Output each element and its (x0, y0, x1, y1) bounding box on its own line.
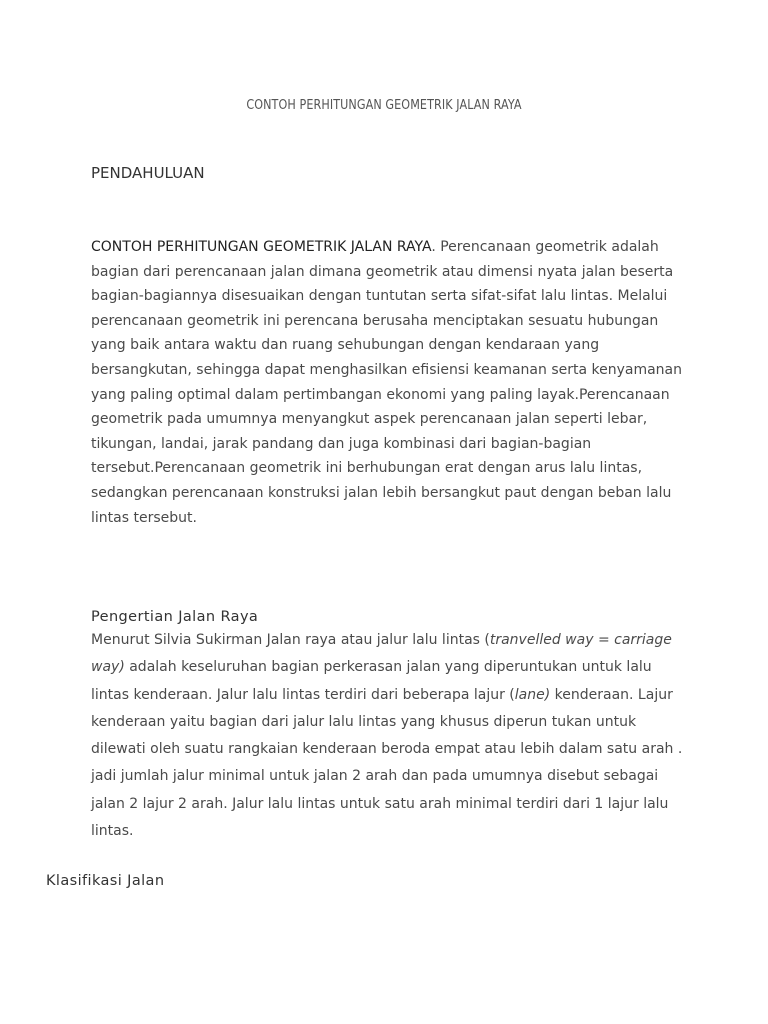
heading-pengertian-jalan-raya: Pengertian Jalan Raya (91, 609, 259, 625)
pengertian-part1: Menurut Silvia Sukirman Jalan raya atau jalur lalu lintas ( (91, 632, 490, 648)
intro-lead: CONTOH PERHITUNGAN GEOMETRIK JALAN RAYA (91, 239, 432, 255)
intro-body: . Perencanaan geometrik adalah bagian dari perencanaan jalan dimana geometrik atau dimensi nyata jalan beserta bagian-bagiannya disesuaikan dengan tuntutan serta sifat-sifat lalu lintas. Melalui perencanaan geometrik ini perencana berusaha menciptakan sesuatu hubungan yang baik antara waktu dan ruang sehubungan dengan kendaraan yang bersangkutan, sehingga dapat menghasilkan efisiensi keamanan serta kenyamanan yang paling optimal dalam pertimbangan ekonomi yang paling layak.Perencanaan geometrik pada umumnya menyangkut aspek perencanaan jalan seperti lebar, tikungan, landai, jarak pandang dan juga kombinasi dari bagian-bagian tersebut.Perencanaan geometrik ini berhubungan erat dengan arus lalu lintas, sedangkan perencanaan konstruksi jalan lebih bersangkut paut dengan beban lalu lintas tersebut. (91, 239, 683, 526)
document-title: CONTOH PERHITUNGAN GEOMETRIK JALAN RAYA (246, 98, 522, 113)
paragraph-intro (91, 235, 691, 530)
pengertian-italic-lane: lane) (514, 686, 551, 703)
heading-pendahuluan: PENDAHULUAN (91, 164, 205, 182)
pengertian-italic-term: tranvelled way = carriage way) (91, 632, 672, 676)
pengertian-part2: adalah keseluruhan bagian perkerasan jalan yang diperuntukan untuk lalu lintas kenderaan. Jalur lalu lintas terdiri dari beberapa lajur ( (91, 659, 652, 703)
heading-klasifikasi-jalan: Klasifikasi Jalan (46, 873, 165, 889)
paragraph-pengertian (91, 627, 691, 845)
pengertian-part3: kenderaan. Lajur kenderaan yaitu bagian dari jalur lalu lintas yang khusus diperun tukan untuk dilewati oleh suatu rangkaian kenderaan beroda empat atau lebih dalam satu arah . jadi jumlah jalur minimal untuk jalan 2 arah dan pada umumnya disebut sebagai jalan 2 lajur 2 arah. Jalur lalu lintas untuk satu arah minimal terdiri dari 1 lajur lalu lintas. (91, 686, 683, 840)
